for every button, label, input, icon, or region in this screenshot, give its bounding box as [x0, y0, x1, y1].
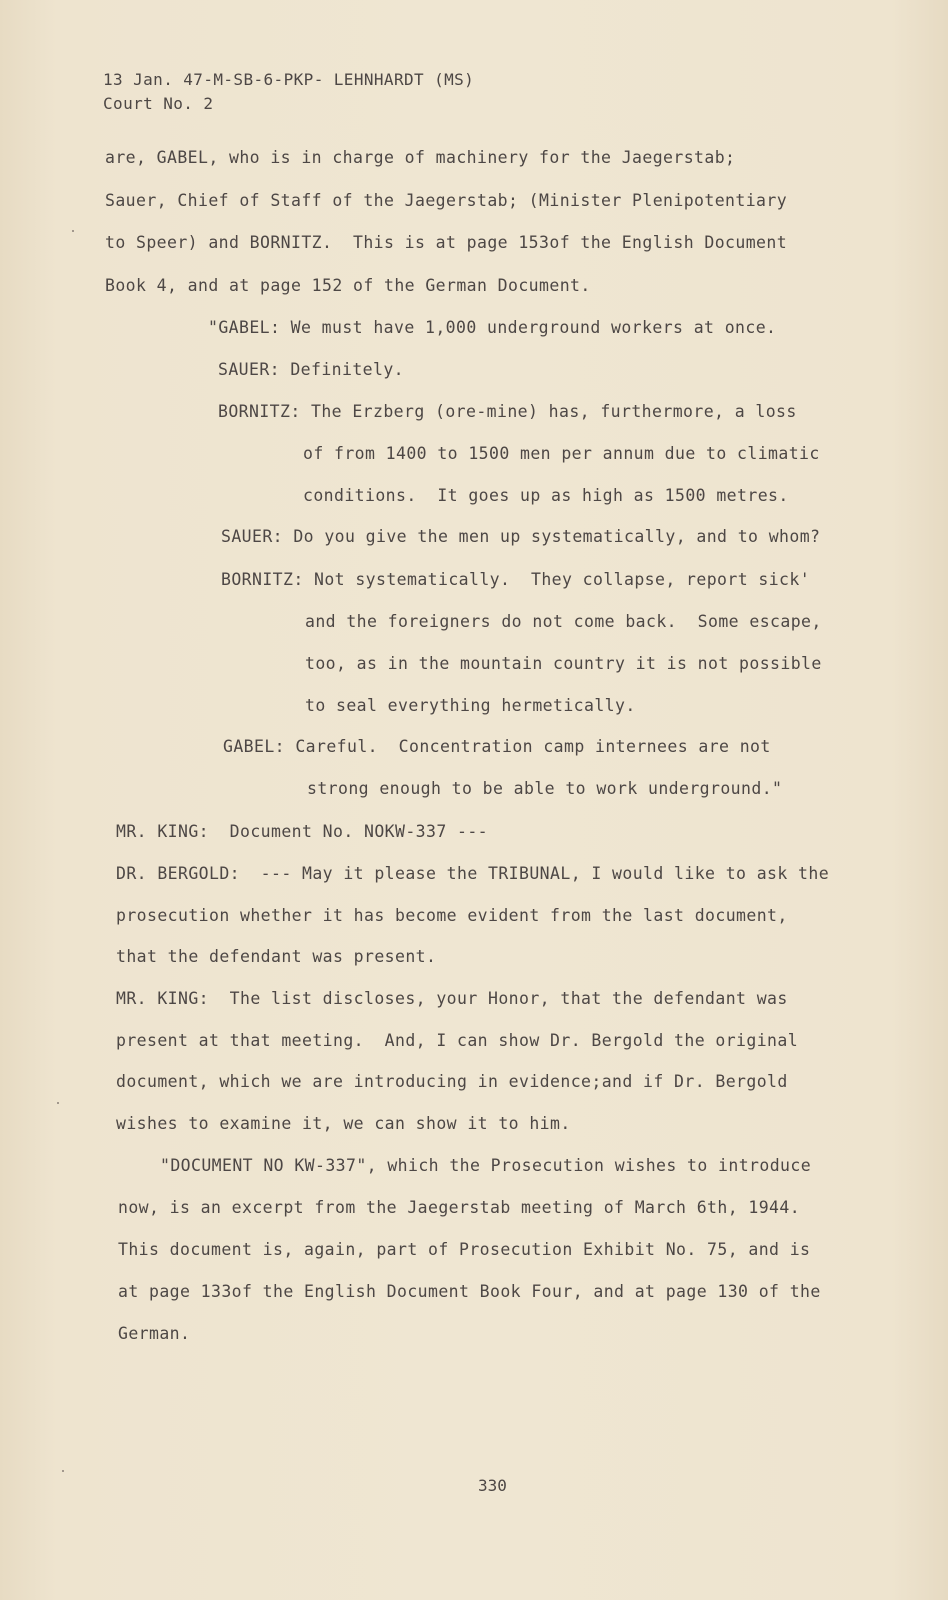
body-line: now, is an excerpt from the Jaegerstab meeting of March 6th, 1944.: [118, 1198, 801, 1217]
quote-line: strong enough to be able to work underground.": [307, 779, 783, 798]
header-line-2: Court No. 2: [103, 94, 214, 113]
quote-line: of from 1400 to 1500 men per annum due to climatic: [303, 444, 820, 463]
body-line: at page 133of the English Document Book Four, and at page 130 of the: [118, 1282, 821, 1301]
body-line: Book 4, and at page 152 of the German Document.: [105, 276, 591, 295]
body-line: DR. BERGOLD: --- May it please the TRIBUNAL, I would like to ask the: [116, 864, 830, 883]
body-line: This document is, again, part of Prosecution Exhibit No. 75, and is: [118, 1240, 811, 1259]
quote-line: "GABEL: We must have 1,000 underground workers at once.: [208, 318, 777, 337]
paper-speck: [62, 1470, 64, 1472]
quote-line: to seal everything hermetically.: [305, 696, 636, 715]
body-line: document, which we are introducing in evidence;and if Dr. Bergold: [116, 1072, 788, 1091]
body-line: wishes to examine it, we can show it to him.: [116, 1114, 571, 1133]
paper-speck: [72, 230, 74, 232]
paper-speck: [57, 1102, 59, 1104]
quote-line: BORNITZ: The Erzberg (ore-mine) has, furthermore, a loss: [218, 402, 797, 421]
body-line: prosecution whether it has become evident from the last document,: [116, 906, 788, 925]
body-line: MR. KING: The list discloses, your Honor, that the defendant was: [116, 989, 788, 1008]
quote-line: SAUER: Definitely.: [218, 360, 405, 379]
quote-line: GABEL: Careful. Concentration camp internees are not: [223, 737, 771, 756]
quote-line: and the foreigners do not come back. Some escape,: [305, 612, 822, 631]
body-line: present at that meeting. And, I can show Dr. Bergold the original: [116, 1031, 799, 1050]
body-line: "DOCUMENT NO KW-337", which the Prosecution wishes to introduce: [160, 1156, 812, 1175]
quote-line: SAUER: Do you give the men up systematically, and to whom?: [221, 527, 821, 546]
body-line: German.: [118, 1324, 191, 1343]
quote-line: conditions. It goes up as high as 1500 metres.: [303, 486, 789, 505]
quote-line: too, as in the mountain country it is not possible: [305, 654, 822, 673]
header-line-1: 13 Jan. 47-M-SB-6-PKP- LEHNHARDT (MS): [103, 70, 475, 89]
body-line: are, GABEL, who is in charge of machinery for the Jaegerstab;: [105, 148, 736, 167]
page-number: 330: [478, 1476, 507, 1495]
body-line: Sauer, Chief of Staff of the Jaegerstab; (Minister Plenipotentiary: [105, 191, 788, 210]
body-line: that the defendant was present.: [116, 947, 437, 966]
body-line: to Speer) and BORNITZ. This is at page 153of the English Document: [105, 233, 788, 252]
quote-line: BORNITZ: Not systematically. They collapse, report sick': [221, 570, 811, 589]
body-line: MR. KING: Document No. NOKW-337 ---: [116, 822, 489, 841]
